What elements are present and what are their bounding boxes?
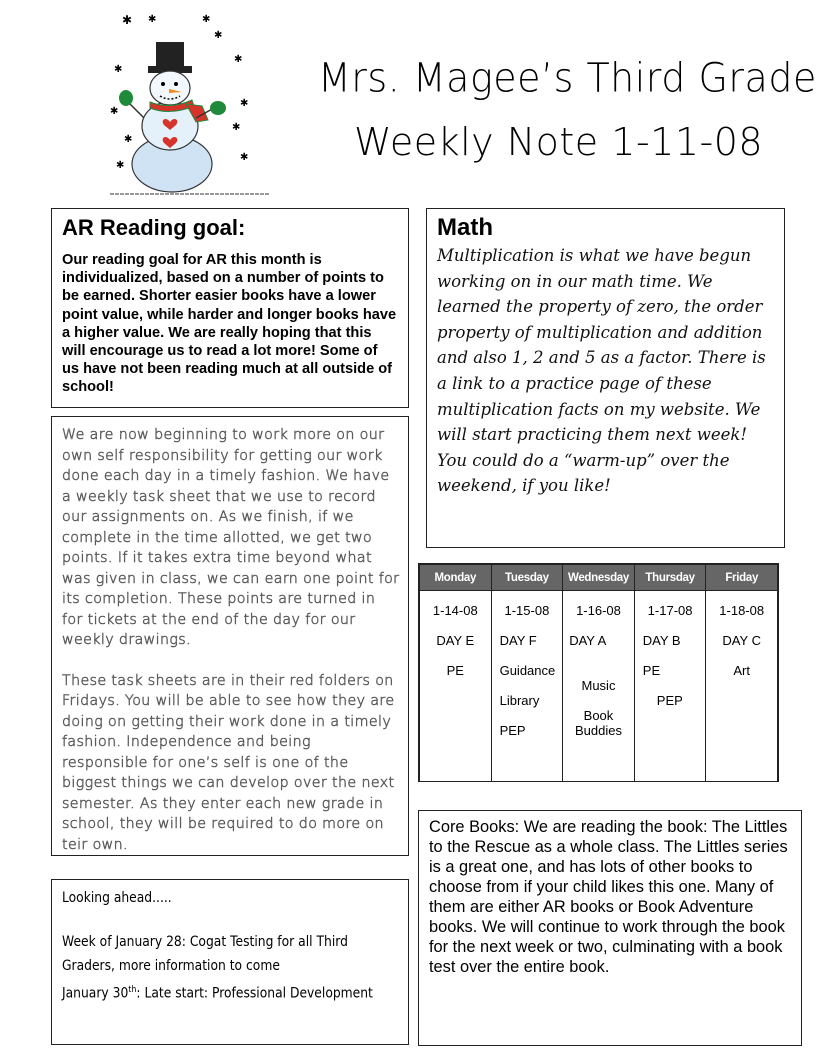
thursday-activity-2: PEP (656, 693, 683, 708)
thursday-cell (634, 591, 706, 782)
wednesday-date: 1-16-08 (576, 603, 621, 618)
looking-ahead-line-3 (62, 978, 373, 1006)
svg-text:✱: ✱ (240, 98, 249, 109)
friday-day: DAY C (722, 633, 761, 648)
wednesday-activity-spacer (563, 663, 634, 678)
schedule-header-row (420, 565, 778, 591)
svg-text:✱: ✱ (148, 14, 157, 25)
svg-text:✱: ✱ (124, 134, 133, 145)
snowman-illustration (110, 10, 270, 200)
wednesday-activity-3: Buddies (574, 723, 622, 738)
looking-ahead-box (51, 879, 409, 1045)
monday-day: DAY E (436, 633, 475, 648)
svg-text:✱: ✱ (214, 30, 223, 41)
thursday-activity-1: PE (642, 663, 661, 678)
svg-text:✱: ✱ (240, 152, 249, 163)
ar-reading-goal-box (51, 208, 409, 408)
responsibility-box (51, 416, 409, 856)
looking-ahead-line-1: Week of January 28: Cogat Testing for all Third (62, 934, 348, 950)
weekly-schedule (418, 563, 779, 782)
thursday-day: DAY B (642, 633, 681, 648)
svg-text:✱: ✱ (202, 14, 211, 25)
schedule-body-row (420, 591, 778, 782)
friday-date: 1-18-08 (719, 603, 765, 618)
wednesday-activity-2: Book (583, 708, 614, 723)
tuesday-date: 1-15-08 (504, 603, 550, 618)
thursday-date: 1-17-08 (647, 603, 693, 618)
monday-cell (420, 591, 492, 782)
looking-ahead-line-2: Graders, more information to come (62, 958, 280, 974)
svg-text:✱: ✱ (122, 13, 133, 27)
ar-heading: AR Reading goal: (62, 215, 246, 240)
ar-body-text: Our reading goal for AR this month is individualized, based on a number of points to be earned. Shorter easier books have a lower point value, while harder and longer books have a higher value. We are really hoping that this will encourage us to read a lot more! Some of us have not been reading much at all outside of school! (62, 252, 397, 396)
core-books-box (418, 810, 802, 1046)
friday-activity-1: Art (733, 663, 750, 678)
wednesday-activity-1: Music (581, 678, 616, 693)
monday-activity-1: PE (446, 663, 464, 678)
line-3-text: : Late start: Professional Development (136, 985, 373, 1002)
math-box (426, 208, 785, 548)
line-3-superscript: th (128, 985, 137, 995)
tuesday-activity-1: Guidance (499, 663, 556, 678)
header-thursday: Thursday (634, 565, 706, 591)
friday-cell (706, 591, 778, 782)
page-title: Mrs. Magee’s Third Grade (318, 54, 817, 102)
responsibility-paragraph-1: We are now beginning to work more on our own self responsibility for getting our work done each day in a timely fashion. We have a weekly task sheet that we use to record our assignments on. As we finish, if we complete in the time allotted, we get two points. If it takes extra time beyond what was given in class, we can earn one point for its completion. These points are turned in for tickets at the end of the day for our weekly drawings. (62, 427, 400, 648)
page-subtitle: Weekly Note 1-11-08 (354, 120, 764, 164)
svg-text:✱: ✱ (110, 106, 119, 117)
tuesday-day: DAY F (499, 633, 537, 648)
tuesday-cell (491, 591, 563, 782)
svg-text:✱: ✱ (116, 160, 125, 171)
header-monday: Monday (420, 565, 492, 591)
math-body-text: Multiplication is what we have begun working on in our math time. We learned the property of zero, the order property of multiplication and addition and also 1, 2 and 5 as a factor. There is a link to a practice page of these multiplication facts on my website. We will start practicing them next week! You could do a “warm-up” over the weekend, if you like! (437, 246, 766, 496)
header-wednesday: Wednesday (563, 565, 635, 591)
svg-text:✱: ✱ (232, 122, 241, 133)
svg-text:✱: ✱ (114, 64, 123, 75)
math-heading: Math (437, 214, 493, 241)
header-friday: Friday (706, 565, 778, 591)
header-tuesday: Tuesday (491, 565, 563, 591)
tuesday-activity-3: PEP (499, 723, 526, 738)
core-books-text: Core Books: We are reading the book: The Littles to the Rescue as a whole class. The Littles series is a great one, and has lots of other books to choose from if your child likes this one. Many of them are either AR books or Book Adventure books. We will continue to work through the book for the next week or two, culminating with a book test over the entire book. (429, 818, 788, 976)
responsibility-paragraph-2: These task sheets are in their red folders on Fridays. You will be able to see how they are doing on getting their work done in a timely fashion. Independence and being responsible for one’s self is one of the biggest things we can develop over the next semester. As they enter each new grade in school, they will be required to do more on teir own. (62, 672, 395, 853)
wednesday-day: DAY A (569, 633, 607, 648)
wednesday-cell (563, 591, 635, 782)
schedule-table (419, 564, 778, 781)
looking-ahead-title: Looking ahead..... (62, 890, 172, 906)
line-3-date: January 30 (62, 985, 129, 1002)
monday-date: 1-14-08 (432, 603, 478, 618)
svg-text:✱: ✱ (234, 54, 243, 65)
tuesday-activity-2: Library (499, 693, 540, 708)
